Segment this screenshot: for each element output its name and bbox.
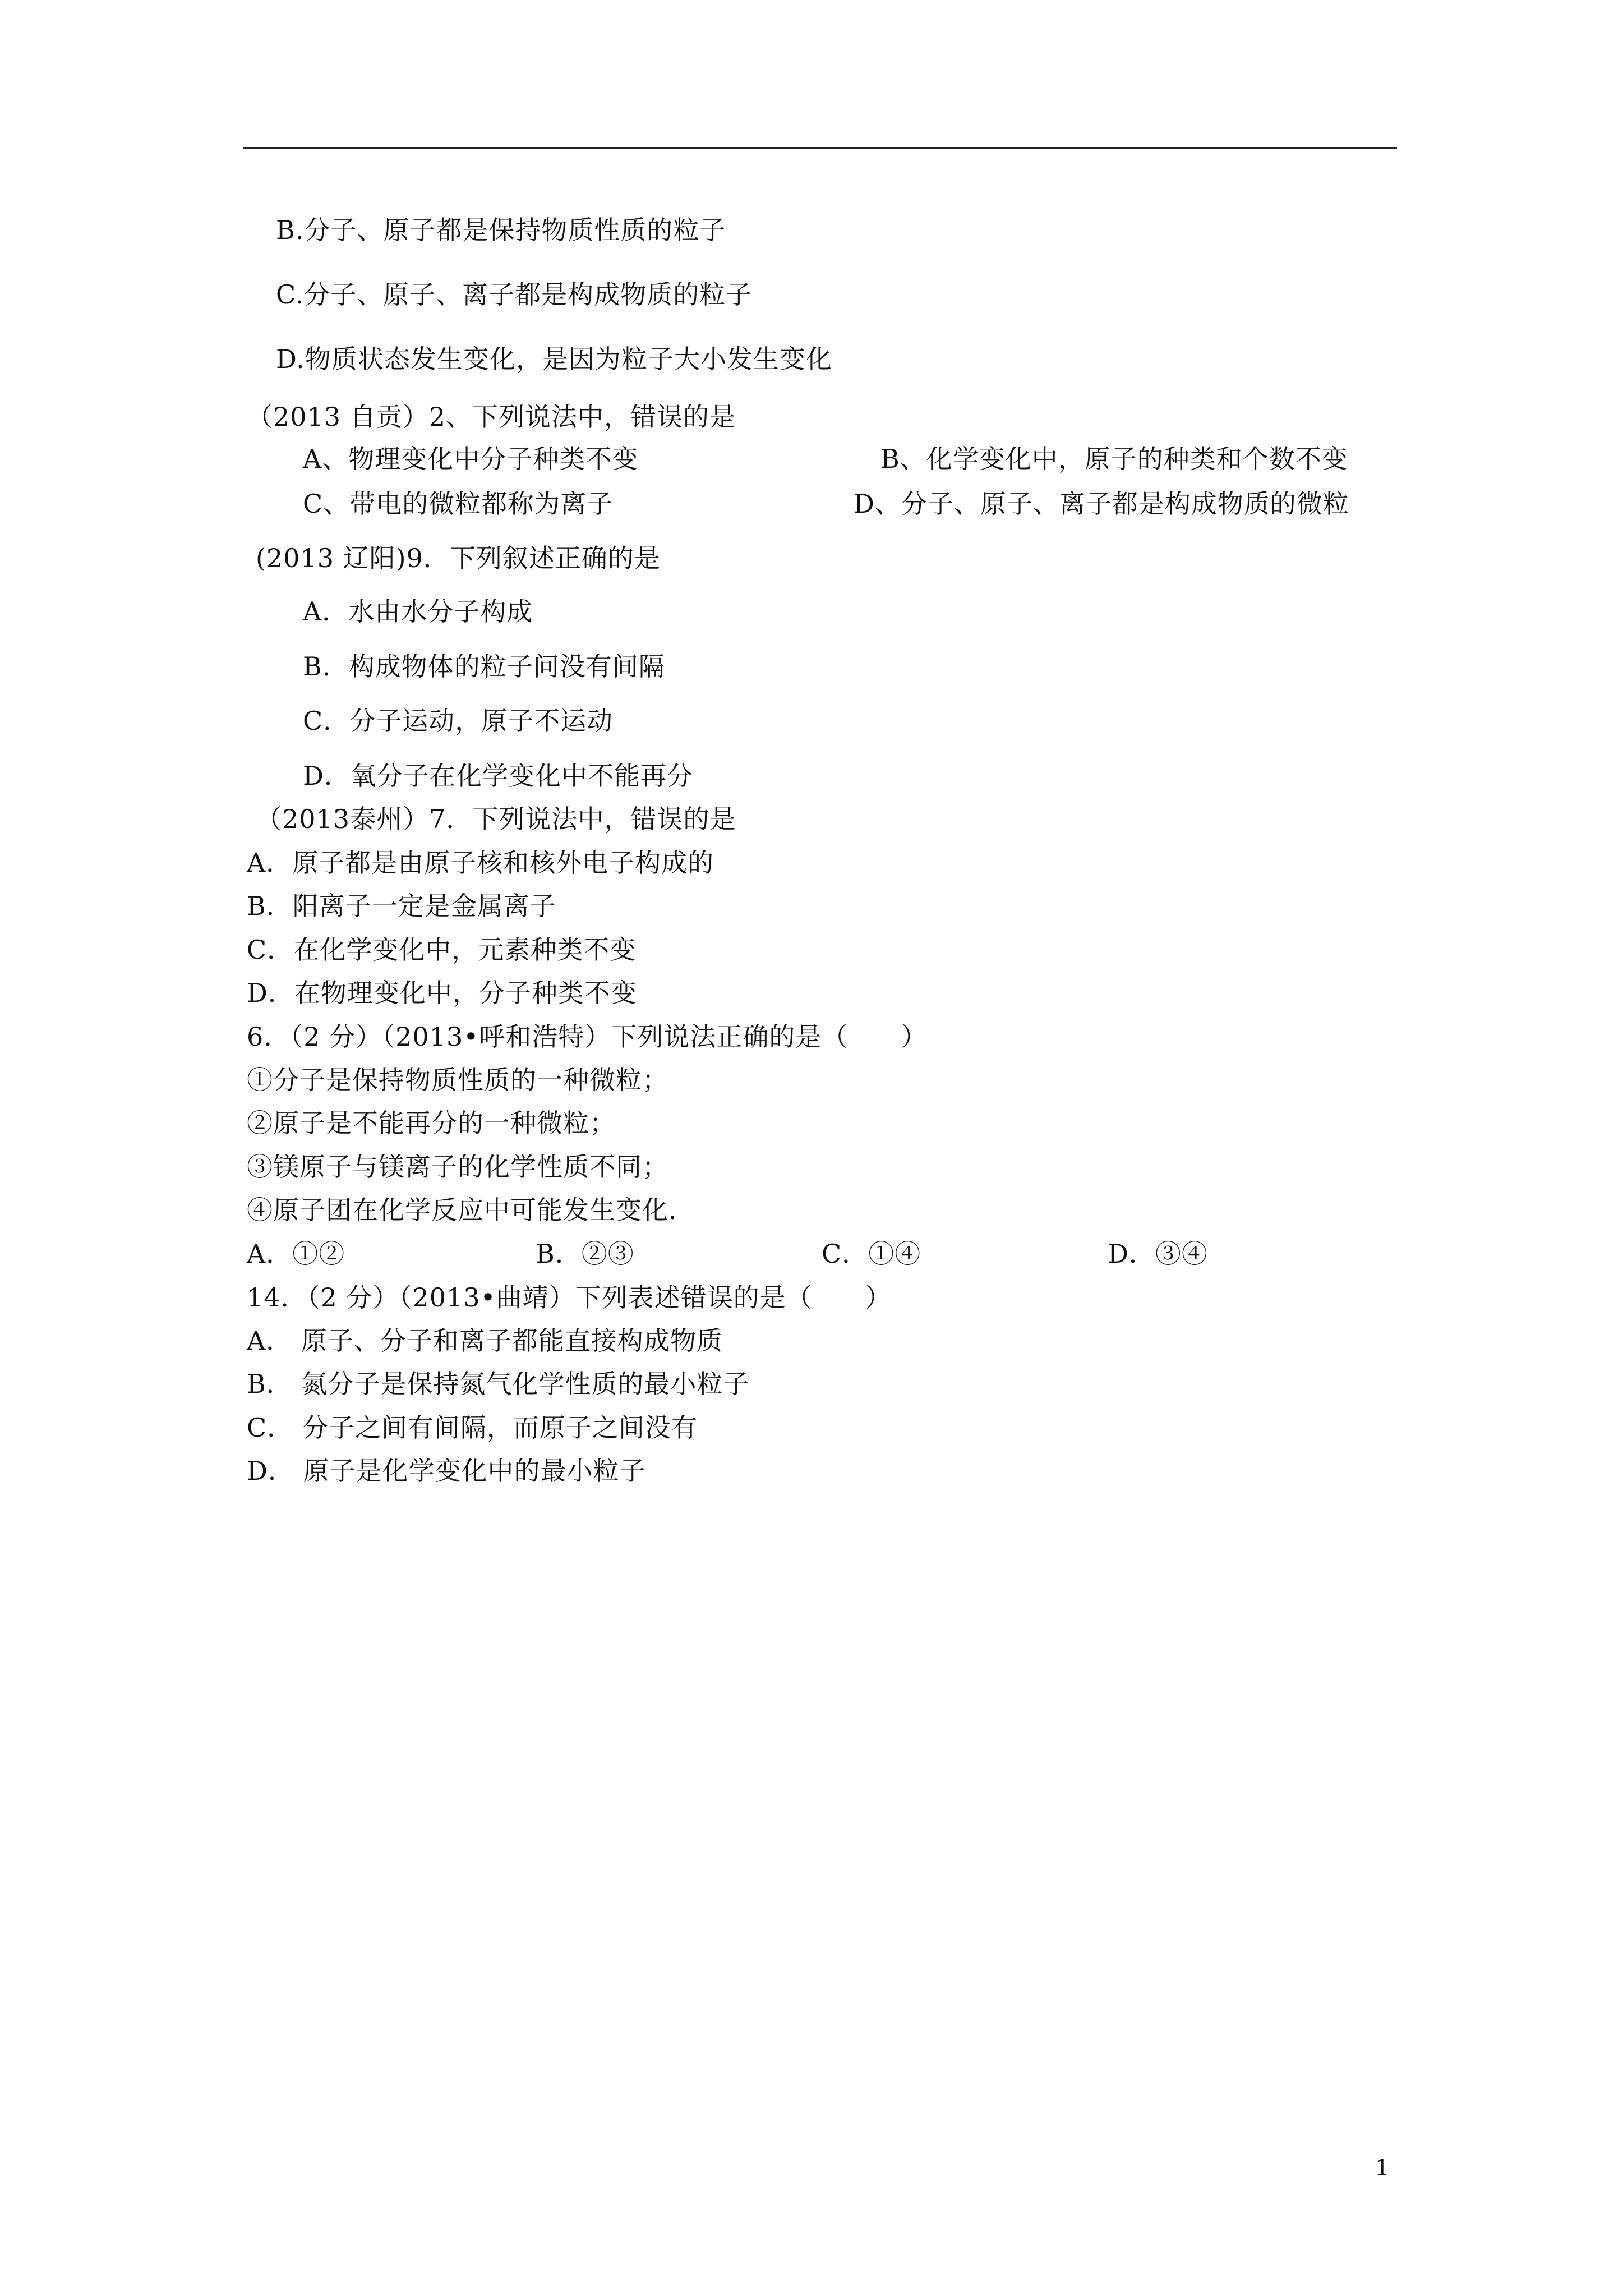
taizhou-option-b: B．阳离子一定是金属离子 [247,891,556,921]
qujing-option-d: D． 原子是化学变化中的最小粒子 [247,1456,646,1486]
huhehaote-statement-2: ②原子是不能再分的一种微粒； [247,1108,616,1138]
zigong-option-d: D、分子、原子、离子都是构成物质的微粒 [854,489,1349,519]
continued-option-c: C.分子、原子、离子都是构成物质的粒子 [276,279,753,310]
header-rule [243,147,1397,149]
taizhou-option-d: D．在物理变化中，分子种类不变 [247,978,637,1008]
liaoyang-option-a: A．水由水分子构成 [303,596,533,627]
liaoyang-question-stem: (2013 辽阳)9．下列叙述正确的是 [256,543,661,573]
liaoyang-option-d: D．氧分子在化学变化中不能再分 [303,761,693,791]
taizhou-option-c: C．在化学变化中，元素种类不变 [247,935,637,965]
taizhou-option-a: A．原子都是由原子核和核外电子构成的 [247,848,714,878]
page-number: 1 [1375,2155,1390,2181]
huhehaote-option-c: C．①④ [822,1239,921,1269]
liaoyang-option-b: B．构成物体的粒子问没有间隔 [303,651,665,682]
huhehaote-statement-4: ④原子团在化学反应中可能发生变化． [247,1195,695,1225]
huhehaote-statement-3: ③镁原子与镁离子的化学性质不同； [247,1152,668,1182]
zigong-option-c: C、带电的微粒都称为离子 [303,489,614,519]
qujing-question-stem: 14．（2 分）（2013•曲靖）下列表述错误的是（ ） [247,1282,892,1313]
zigong-option-b: B、化学变化中，原子的种类和个数不变 [880,444,1348,474]
huhehaote-statement-1: ①分子是保持物质性质的一种微粒； [247,1065,668,1095]
huhehaote-question-stem: 6．（2 分）（2013•呼和浩特）下列说法正确的是（ ） [247,1022,928,1052]
liaoyang-option-c: C．分子运动，原子不运动 [303,706,614,736]
qujing-option-a: A． 原子、分子和离子都能直接构成物质 [247,1326,723,1356]
continued-option-b: B.分子、原子都是保持物质性质的粒子 [276,215,726,245]
huhehaote-option-d: D．③④ [1108,1239,1208,1269]
huhehaote-option-a: A．①② [247,1239,345,1269]
qujing-option-b: B． 氮分子是保持氮气化学性质的最小粒子 [247,1369,750,1399]
zigong-question-stem: （2013 自贡）2、下列说法中，错误的是 [247,402,736,432]
huhehaote-option-b: B．②③ [536,1239,634,1269]
continued-option-d: D.物质状态发生变化，是因为粒子大小发生变化 [276,344,832,374]
qujing-option-c: C． 分子之间有间隔，而原子之间没有 [247,1412,698,1443]
zigong-option-a: A、物理变化中分子种类不变 [303,444,639,474]
taizhou-question-stem: （2013泰州）7．下列说法中，错误的是 [256,804,736,834]
